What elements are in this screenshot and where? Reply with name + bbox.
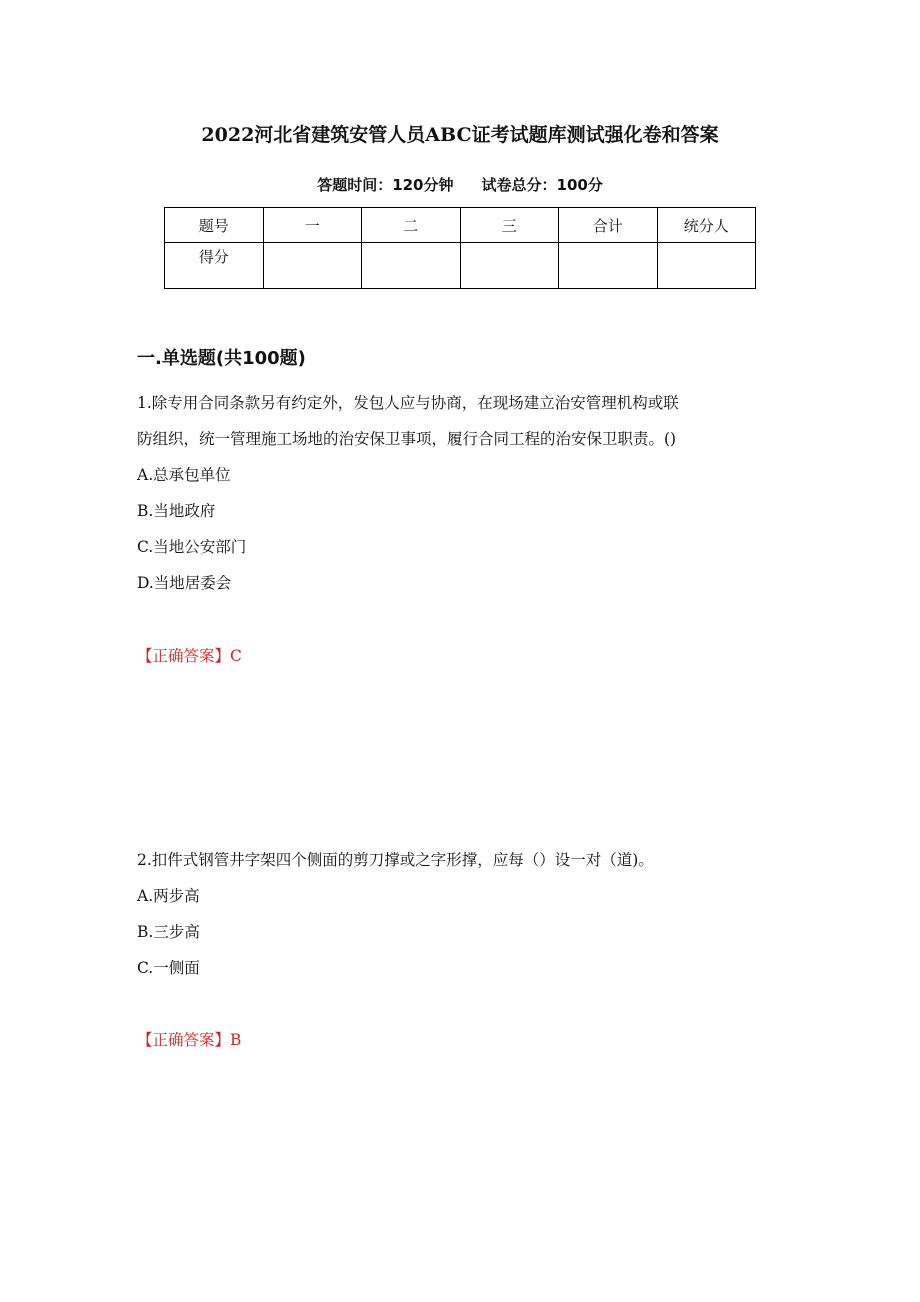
score-table-header: 三 xyxy=(460,208,559,243)
option-b: B.当地政府 xyxy=(137,502,216,520)
exam-time: 答题时间：120分钟 xyxy=(317,176,454,194)
score-cell xyxy=(263,243,362,289)
exam-meta xyxy=(0,172,920,198)
score-table-score-row xyxy=(165,243,756,289)
score-table-header: 题号 xyxy=(165,208,264,243)
score-table-header: 一 xyxy=(263,208,362,243)
question-1 xyxy=(137,385,787,601)
score-table xyxy=(164,207,756,289)
option-c: C.当地公安部门 xyxy=(137,538,247,556)
score-cell xyxy=(362,243,461,289)
question-text: 1.除专用合同条款另有约定外，发包人应与协商，在现场建立治安管理机构或联 xyxy=(137,394,679,412)
exam-total-score: 试卷总分：100分 xyxy=(481,176,603,194)
option-d: D.当地居委会 xyxy=(137,574,232,592)
question-2 xyxy=(137,842,787,986)
option-a: A.两步高 xyxy=(137,887,200,905)
correct-answer-2: 【正确答案】B xyxy=(137,1031,242,1049)
score-cell xyxy=(460,243,559,289)
page-title: 2022河北省建筑安管人员ABC证考试题库测试强化卷和答案 xyxy=(201,124,719,146)
option-a: A.总承包单位 xyxy=(137,466,231,484)
correct-answer-1: 【正确答案】C xyxy=(137,647,242,665)
score-cell xyxy=(657,243,756,289)
question-text: 防组织，统一管理施工场地的治安保卫事项，履行合同工程的治安保卫职责。() xyxy=(137,430,677,448)
score-table-header-row xyxy=(165,208,756,243)
score-cell xyxy=(559,243,658,289)
score-table-header: 合计 xyxy=(559,208,658,243)
option-b: B.三步高 xyxy=(137,923,200,941)
question-text: 2.扣件式钢管井字架四个侧面的剪刀撑或之字形撑，应每（）设一对（道)。 xyxy=(137,851,654,869)
score-table-header: 统分人 xyxy=(657,208,756,243)
score-table-header: 二 xyxy=(362,208,461,243)
section-title: 一.单选题(共100题) xyxy=(137,348,306,369)
option-c: C.一侧面 xyxy=(137,959,200,977)
score-row-label: 得分 xyxy=(165,243,264,289)
